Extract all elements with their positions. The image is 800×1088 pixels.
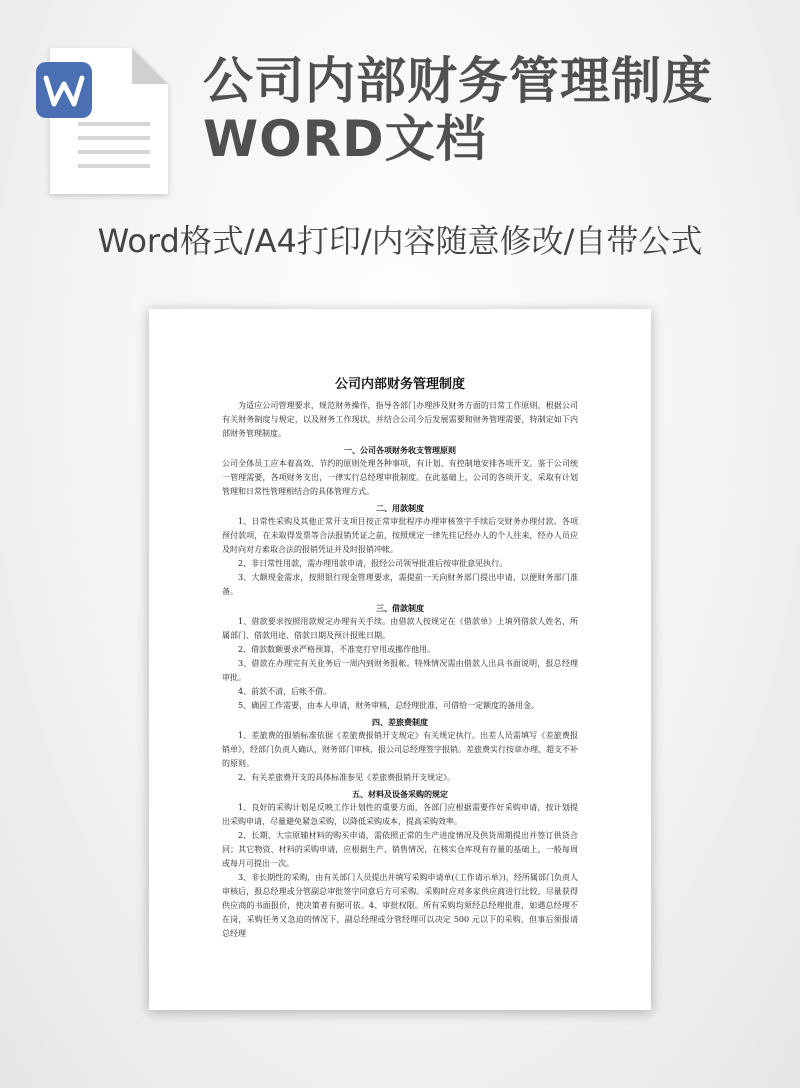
paragraph: 4、前款不清，后帐不借。: [238, 687, 332, 696]
section-heading: 二、用款制度: [376, 503, 424, 513]
paragraph: 2、有关差旅费开支的具体标准参见《差旅费报销开支规定》。: [238, 773, 456, 782]
document-title: 公司内部财务管理制度: [334, 377, 465, 392]
section-heading: 一、公司各项财务收支管理原则: [344, 445, 456, 455]
paragraph: 3、借款在办理完有关业务后一周内到财务报帐。特殊情况需由借款人出具书面说明，报总经理审批。: [222, 659, 578, 682]
headline-line-1: 公司内部财务管理制度: [203, 52, 713, 110]
paragraph: 3、大额现金需求，按照银行现金管理要求，需提前一天向财务部门提出申请，以便财务部门准备。: [222, 573, 578, 596]
section-heading: 五、材料及设备采购的规定: [352, 789, 448, 799]
paragraph: 1、日常性采购及其他正常开支项目按正常审批程序办理审核签字手续后交财务办理付款。各项预付款项，在未取得发票等合法报销凭证之前，按照规定一律先挂记经办人的个人往来，经办人员应及时向对方索取合法的报销凭证并及时报销冲帐。: [222, 517, 578, 554]
paragraph: 1、差旅费的报销标准依据《差旅费报销开支规定》有关规定执行。出差人员需填写《差旅费报销单》，经部门负责人确认，财务部门审核，报公司总经理签字报销。差旅费实行按章办理、超支不补的原则。: [222, 731, 578, 768]
document-body: [222, 399, 578, 941]
paragraph: 2、借款数额要求严格预算，不准宽打窄用或挪作他用。: [238, 645, 436, 654]
headline-line-2: WORD文档: [203, 110, 487, 168]
paragraph: 公司全体员工应本着高效、节约的原则处理各种事项，有计划、有控制地安排各项开支。鉴于公司统一管理需要，各项财务支出，一律实行总经理审批制度。在此基础上，公司的各项开支，采取有计划管理和日常性管理相结合的具体管理方式。: [222, 459, 578, 496]
headline: [203, 52, 793, 168]
paragraph: 为适应公司管理要求，规范财务操作，指导各部门办理涉及财务方面的日常工作原则，根据公司有关财务制度与规定，以及财务工作现状，并结合公司今后发展需要和财务管理需要，特制定如下内部财务管理制度。: [222, 401, 578, 438]
paragraph: 2、长期、大宗原辅材料的购买申请，需依照正常的生产进度情况及供货周期提出并签订供货合同；其它物资、材料的采购申请，应根据生产、销售情况，在核实仓库现有存量的基础上，一般每周或每月可提出一次。: [222, 831, 578, 868]
paragraph: 1、良好的采购计划是反映工作计划性的重要方面，各部门应根据需要作好采购申请，按计划提出采购申请，尽量避免紧急采购，以降低采购成本，提高采购效率。: [222, 803, 578, 826]
paragraph: 2、非日常性用款，需办理用款申请，报经公司领导批准后按审批意见执行。: [238, 559, 508, 568]
document-page: [149, 309, 651, 1010]
file-corner-fold: [132, 48, 168, 84]
paragraph: 5、确因工作需要，由本人申请，财务审核，总经理批准，可借给一定额度的备用金。: [238, 701, 540, 710]
tagline: Word格式/A4打印/内容随意修改/自带公式: [97, 222, 703, 260]
paragraph: 1、借款要求按照用款规定办理有关手续。由借款人按规定在《借款单》上填列借款人姓名、所属部门、借款用途、借款日期及预计报账日期。: [222, 617, 578, 640]
section-heading: 三、借款制度: [376, 603, 424, 613]
paragraph: 3、非长期性的采购，由有关部门人员提出并填写采购申请单(《工作请示单》)，经所属部门负责人审核后，报总经理或分管副总审批签字同意后方可采购。采购时应对多家供应商进行比较，尽量获得供应商的书面报价，使决策者有据可依。4、审批权限。所有采购均须经总经理批准，如遇总经理不在岗，采购任务又急迫的情况下，副总经理或分管经理可以决定 500 元以下的采购，但事后须报请总经理: [222, 873, 578, 938]
section-heading: 四、差旅费制度: [372, 717, 428, 727]
word-file-icon: [34, 44, 174, 200]
word-badge: [36, 62, 92, 118]
